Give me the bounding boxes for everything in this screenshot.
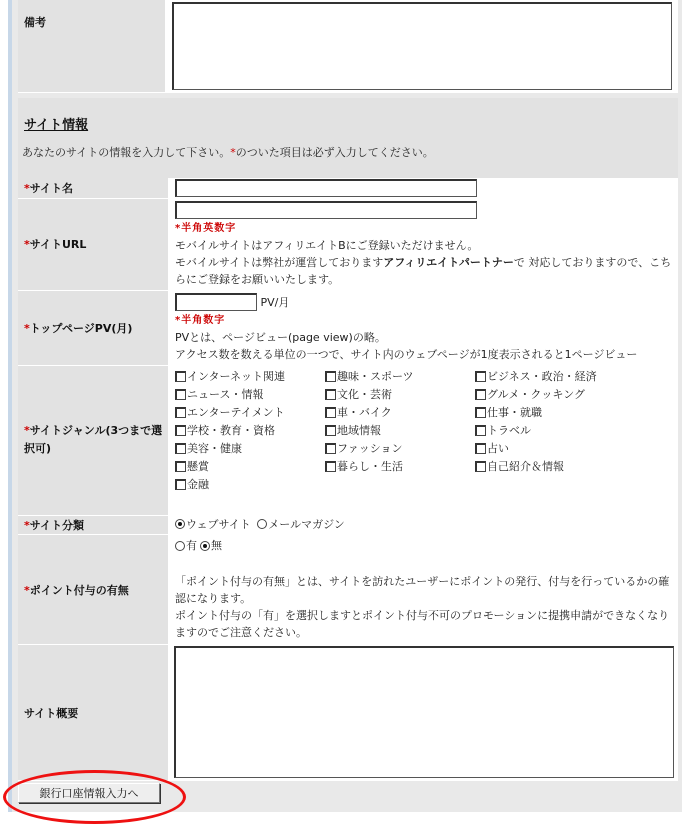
site-url-help-2-pre: モバイルサイトは弊社が運営しております xyxy=(175,255,384,269)
left-accent-bar xyxy=(8,0,12,812)
genre-option[interactable] xyxy=(325,440,475,458)
checkbox[interactable] xyxy=(175,389,186,400)
checkbox[interactable] xyxy=(475,443,486,454)
genre-option-label: 美容・健康 xyxy=(187,442,242,455)
points-label xyxy=(18,535,168,645)
checkbox[interactable] xyxy=(325,461,336,472)
points-radio-yes[interactable] xyxy=(175,537,197,554)
category-option-label: ウェブサイト xyxy=(186,517,251,531)
site-url-note: *半角英数字 xyxy=(175,222,237,234)
genre-row xyxy=(18,365,678,515)
genre-option[interactable] xyxy=(325,422,475,440)
required-mark: * xyxy=(24,238,30,251)
category-option-label: メールマガジン xyxy=(268,517,345,531)
site-name-label xyxy=(18,178,168,198)
site-url-help-1: モバイルサイトはアフィリエイトBにご登録いただけません。 xyxy=(175,238,479,252)
genre-option-label: 文化・芸術 xyxy=(337,388,392,401)
category-radio-website[interactable] xyxy=(175,516,251,533)
genre-option-label: ビジネス・政治・経済 xyxy=(487,370,597,383)
site-url-help-2-post: で 対応しておりますので、こちらにご登録をお願いいたします。 xyxy=(175,255,672,286)
remarks-row xyxy=(18,0,678,93)
top-pv-label xyxy=(18,290,168,365)
genre-option[interactable] xyxy=(175,458,325,476)
checkbox[interactable] xyxy=(475,407,486,418)
genre-option-label: 暮らし・生活 xyxy=(337,460,403,473)
genre-label xyxy=(18,365,168,515)
summary-label: サイト概要 xyxy=(18,645,168,781)
genre-option-label: 車・バイク xyxy=(337,406,392,419)
genre-option[interactable] xyxy=(325,368,475,386)
genre-option[interactable] xyxy=(475,368,625,386)
site-url-help-2 xyxy=(175,256,671,286)
checkbox[interactable] xyxy=(175,479,186,490)
radio-selected[interactable] xyxy=(175,519,185,529)
genre-option-label: トラベル xyxy=(487,424,531,437)
checkbox[interactable] xyxy=(475,461,486,472)
genre-option[interactable] xyxy=(475,440,625,458)
summary-textarea[interactable] xyxy=(174,646,674,778)
site-info-title: サイト情報 xyxy=(24,118,89,133)
genre-option[interactable] xyxy=(325,404,475,422)
remarks-label: 備考 xyxy=(18,0,165,93)
category-label-text: サイト分類 xyxy=(29,518,84,532)
required-mark: * xyxy=(24,583,30,597)
site-info-description xyxy=(22,144,434,160)
top-pv-label-text: トップページPV(月) xyxy=(29,321,133,335)
site-name-cell xyxy=(168,178,678,198)
checkbox[interactable] xyxy=(175,407,186,418)
radio-unselected[interactable] xyxy=(175,541,185,551)
category-radio-mailmagazine[interactable] xyxy=(257,516,345,533)
genre-option[interactable] xyxy=(325,386,475,404)
remarks-table xyxy=(18,0,678,93)
points-radio-no[interactable] xyxy=(200,537,222,554)
genre-cell xyxy=(168,365,678,515)
genre-option[interactable] xyxy=(175,440,325,458)
points-help-1: 「ポイント付与の有無」とは、サイトを訪れたユーザーにポイントの発行、付与を行っているかの確認になります。 xyxy=(175,574,670,605)
checkbox[interactable] xyxy=(325,425,336,436)
site-info-header xyxy=(18,98,678,178)
top-pv-help-1: PVとは、ページビュー(page view)の略。 xyxy=(175,330,386,344)
checkbox[interactable] xyxy=(475,425,486,436)
genre-option-label: 仕事・就職 xyxy=(487,406,542,419)
site-name-row xyxy=(18,178,678,198)
checkbox[interactable] xyxy=(175,461,186,472)
site-name-label-text: サイト名 xyxy=(29,181,73,195)
top-pv-note: *半角数字 xyxy=(175,314,226,326)
genre-option-label: インターネット関連 xyxy=(187,370,286,383)
points-option-label: 有 xyxy=(186,539,197,552)
form-container xyxy=(8,0,682,812)
checkbox[interactable] xyxy=(325,389,336,400)
genre-option-label: グルメ・クッキング xyxy=(487,388,586,401)
points-help-2: ポイント付与の「有」を選択しますとポイント付与不可のプロモーションに提携申請ができなくなりますのでご注意ください。 xyxy=(175,608,670,639)
genre-option-label: ニュース・情報 xyxy=(187,388,264,401)
site-info-table xyxy=(18,178,678,781)
radio-selected[interactable] xyxy=(200,541,210,551)
affiliate-partner-name: アフィリエイトパートナー xyxy=(383,255,514,269)
site-url-cell xyxy=(168,198,678,290)
spacer xyxy=(175,556,672,573)
top-pv-help-2: アクセス数を数える単位の一つで、サイト内のウェブページが1度表示されると1ページビュー xyxy=(175,347,638,361)
category-label xyxy=(18,515,168,535)
checkbox[interactable] xyxy=(475,371,486,382)
genre-option-label: 学校・教育・資格 xyxy=(187,424,275,437)
genre-option[interactable] xyxy=(175,476,325,494)
top-pv-unit: PV/月 xyxy=(260,295,290,309)
genre-option-label: 懸賞 xyxy=(187,460,209,473)
remarks-textarea[interactable] xyxy=(172,2,672,90)
required-mark: * xyxy=(24,518,30,532)
site-name-input[interactable] xyxy=(175,179,477,197)
genre-option-label: 金融 xyxy=(187,478,209,491)
radio-unselected[interactable] xyxy=(257,519,267,529)
top-pv-cell xyxy=(168,290,678,365)
bank-info-next-button[interactable]: 銀行口座情報入力へ xyxy=(18,783,160,803)
genre-options xyxy=(175,368,672,494)
genre-option-label: 趣味・スポーツ xyxy=(337,370,414,383)
remarks-cell xyxy=(165,0,678,93)
genre-option[interactable] xyxy=(175,386,325,404)
required-mark: * xyxy=(24,321,30,335)
checkbox[interactable] xyxy=(325,407,336,418)
checkbox[interactable] xyxy=(175,443,186,454)
checkbox[interactable] xyxy=(325,371,336,382)
summary-cell xyxy=(168,645,678,781)
genre-option[interactable] xyxy=(325,458,475,476)
genre-option[interactable] xyxy=(475,404,625,422)
category-cell xyxy=(168,515,678,535)
genre-option-label: ファッション xyxy=(337,442,403,455)
description-star: * xyxy=(230,146,236,159)
genre-option-label: 自己紹介＆情報 xyxy=(487,460,564,473)
description-pre: あなたのサイトの情報を入力して下さい。 xyxy=(22,146,231,159)
genre-option[interactable] xyxy=(475,458,625,476)
genre-option-label: 地域情報 xyxy=(337,424,381,437)
checkbox[interactable] xyxy=(175,371,186,382)
genre-option[interactable] xyxy=(475,422,625,440)
top-pv-input[interactable] xyxy=(175,293,257,311)
category-row xyxy=(18,515,678,535)
genre-option[interactable] xyxy=(175,404,325,422)
site-url-label xyxy=(18,198,168,290)
required-mark: * xyxy=(24,181,30,195)
genre-label-text: サイトジャンル(3つまで選択可) xyxy=(24,424,163,455)
site-url-label-text: サイトURL xyxy=(29,238,87,251)
site-url-row xyxy=(18,198,678,290)
points-label-text: ポイント付与の有無 xyxy=(29,583,129,597)
required-mark: * xyxy=(24,424,30,437)
points-row xyxy=(18,535,678,645)
genre-option[interactable] xyxy=(175,422,325,440)
points-cell xyxy=(168,535,678,645)
genre-option-label: エンターテイメント xyxy=(187,406,285,419)
genre-option[interactable] xyxy=(175,368,325,386)
points-option-label: 無 xyxy=(211,539,222,552)
checkbox[interactable] xyxy=(175,425,186,436)
genre-option[interactable] xyxy=(475,386,625,404)
genre-option-label: 占い xyxy=(487,442,509,455)
checkbox[interactable] xyxy=(475,389,486,400)
top-pv-row xyxy=(18,290,678,365)
site-url-input[interactable] xyxy=(175,201,477,219)
checkbox[interactable] xyxy=(325,443,336,454)
summary-row xyxy=(18,645,678,781)
description-post: のついた項目は必ず入力してください。 xyxy=(235,146,434,159)
